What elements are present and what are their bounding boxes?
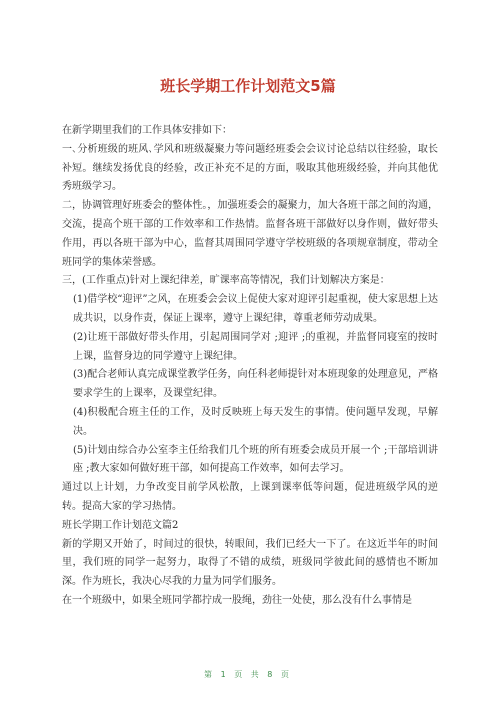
body-paragraph: (2)让班干部做好带头作用，引起周围同学对 ;迎评 ;的重视，并监督同寝室的按时上课，监督身边的同学遵守上课纪律。 bbox=[73, 331, 438, 362]
body-paragraph: (3)配合老师认真完成课堂教学任务，向任科老师提针对本班现象的处理意见，严格要求学生的上课率，及课堂纪律。 bbox=[73, 369, 438, 400]
body-paragraph: 二，协调管理好班委会的整体性。，加强班委会的凝聚力，加大各班干部之间的沟通，交流，提高个班干部的工作效率和工作热情。监督各班干部做好以身作则，做好带头作用，再以各班干部为中心，监督其周围同学遵守学校班级的各项规章制度，带动全班同学的集体荣誉感。 bbox=[62, 200, 438, 268]
page-footer: 第 1 页 共 8 页 bbox=[204, 670, 292, 679]
body-paragraph: 一､分析班级的班风､学风和班级凝聚力等问题经班委会会议讨论总结以往经验，取长补短。继续发扬优良的经验，改正补充不足的方面，吸取其他班级经验，并向其他优秀班级学习。 bbox=[62, 143, 438, 193]
body-paragraph: 新的学期又开始了，时间过的很快，转眼间，我们已经大一下了。在这近半年的时间里，我们班的同学一起努力，取得了不错的成绩，班级同学彼此间的感情也不断加深。作为班长，我决心尽我的力量为同学们服务。 bbox=[62, 538, 438, 588]
body-paragraph: (1)借学校“迎评”之风，在班委会会议上促使大家对迎评引起重视，使大家思想上达成共识，以身作责，保证上课率，遵守上课纪律，尊重老师劳动成果。 bbox=[73, 294, 438, 324]
body-paragraph: 在新学期里我们的工作具体安排如下： bbox=[62, 125, 232, 136]
page-title: 班长学期工作计划范文5篇 bbox=[160, 77, 336, 95]
document-body bbox=[62, 122, 438, 611]
body-paragraph: (5)计划由综合办公室李主任给我们几个班的所有班委会成员开展一个 ;干部培训讲座 ;教大家如何做好班干部，如何提高工作效率，如何去学习。 bbox=[73, 444, 438, 475]
body-paragraph: (4)积极配合班主任的工作，及时反映班上每天发生的事情。使问题早发现，早解决。 bbox=[73, 406, 438, 437]
body-paragraph: 通过以上计划，力争改变目前学风松散，上课到课率低等问题，促进班级学风的逆转。提高大家的学习热情。 bbox=[62, 482, 438, 512]
body-paragraph: 班长学期工作计划范文篇2 bbox=[62, 519, 179, 531]
body-paragraph: 三，(工作重点)针对上课纪律差，旷课率高等情况，我们计划解决方案是： bbox=[62, 275, 390, 287]
body-paragraph: 在一个班级中，如果全班同学都拧成一股绳，劲往一处使，那么没有什么事情是 bbox=[62, 594, 412, 606]
